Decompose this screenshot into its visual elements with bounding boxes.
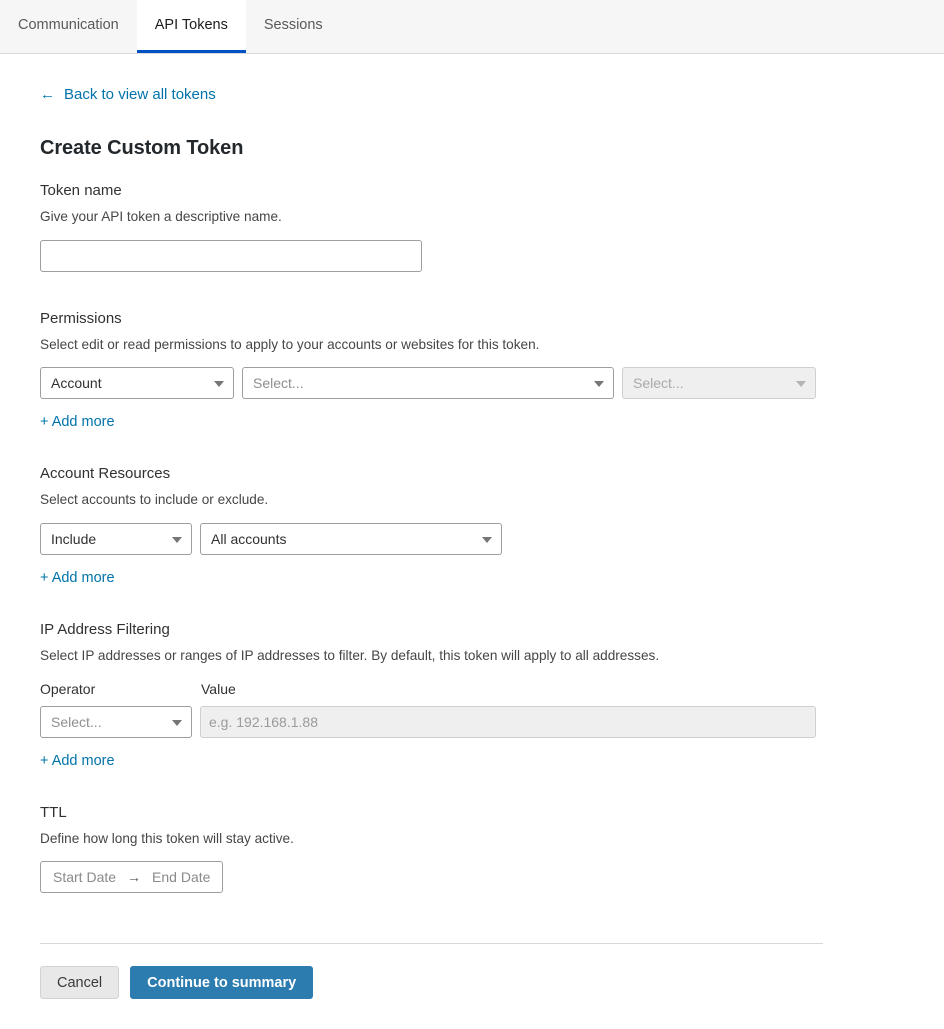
ip-filtering-label: IP Address Filtering xyxy=(40,621,170,639)
operator-label: Operator xyxy=(40,680,96,697)
ip-filtering-column-labels xyxy=(40,681,904,697)
back-to-tokens-link[interactable] xyxy=(40,86,216,103)
account-resources-row xyxy=(40,523,904,555)
chevron-down-icon xyxy=(172,537,182,543)
permissions-description: Select edit or read permissions to apply to your accounts or websites for this token. xyxy=(40,336,540,352)
ip-filtering-description: Select IP addresses or ranges of IP addresses to filter. By default, this token will apply to all addresses. xyxy=(40,648,660,664)
tab-sessions[interactable] xyxy=(246,0,341,53)
token-name-label: Token name xyxy=(40,182,122,199)
ip-filtering-section xyxy=(40,621,904,770)
permission-resource-select[interactable] xyxy=(242,367,614,399)
token-name-description: Give your API token a descriptive name. xyxy=(40,209,282,224)
value-label: Value xyxy=(201,680,236,697)
account-resources-section xyxy=(40,465,904,587)
cancel-button[interactable]: Cancel xyxy=(40,966,119,999)
footer-divider xyxy=(40,943,823,944)
page-title: Create Custom Token xyxy=(40,137,244,159)
tab-label: API Tokens xyxy=(154,17,228,33)
tab-communication[interactable] xyxy=(0,0,137,53)
footer-actions xyxy=(40,966,904,1029)
account-resources-add-more-button[interactable] xyxy=(40,570,115,586)
create-token-page xyxy=(0,54,944,1029)
ttl-section xyxy=(40,804,904,894)
ip-filtering-add-more-button[interactable] xyxy=(40,753,115,769)
permissions-label: Permissions xyxy=(40,309,122,327)
tab-label: Sessions xyxy=(263,17,323,33)
token-name-input[interactable] xyxy=(40,240,422,272)
add-more-label: + Add more xyxy=(40,752,115,769)
permission-scope-value: Account xyxy=(51,375,102,392)
account-resource-account-select[interactable] xyxy=(200,523,502,555)
ip-operator-select[interactable] xyxy=(40,706,192,738)
permission-level-select xyxy=(622,367,816,399)
chevron-down-icon xyxy=(214,381,224,387)
account-resources-description: Select accounts to include or exclude. xyxy=(40,492,269,508)
chevron-down-icon xyxy=(482,537,492,543)
ip-filtering-row xyxy=(40,706,904,738)
permissions-section xyxy=(40,310,904,432)
token-name-section xyxy=(40,182,904,272)
permissions-row xyxy=(40,367,904,399)
account-resource-mode-select[interactable] xyxy=(40,523,192,555)
arrow-right-icon: → xyxy=(127,869,142,886)
tab-label: Communication xyxy=(18,17,119,33)
permission-scope-select[interactable] xyxy=(40,367,234,399)
account-resources-label: Account Resources xyxy=(40,465,171,483)
permissions-add-more-button[interactable] xyxy=(40,414,115,430)
arrow-left-icon: ← xyxy=(40,86,55,103)
chevron-down-icon xyxy=(172,720,182,726)
ttl-end-date[interactable]: End Date xyxy=(152,869,211,886)
ttl-start-date[interactable]: Start Date xyxy=(53,869,117,886)
ip-value-input[interactable] xyxy=(200,706,816,738)
add-more-label: + Add more xyxy=(40,570,115,587)
back-link-label: Back to view all tokens xyxy=(64,86,216,103)
permission-level-value: Select... xyxy=(633,375,684,392)
ttl-date-range-picker[interactable] xyxy=(40,861,223,893)
chevron-down-icon xyxy=(594,381,604,387)
ip-operator-value: Select... xyxy=(51,713,102,730)
tab-api-tokens[interactable] xyxy=(137,0,246,53)
permission-resource-value: Select... xyxy=(253,375,304,392)
continue-to-summary-button[interactable]: Continue to summary xyxy=(130,966,313,999)
ttl-label: TTL xyxy=(40,803,67,821)
add-more-label: + Add more xyxy=(40,414,115,431)
account-resource-account-value: All accounts xyxy=(211,531,287,548)
ttl-description: Define how long this token will stay active. xyxy=(40,830,294,846)
tab-bar xyxy=(0,0,944,54)
chevron-down-icon xyxy=(796,381,806,387)
account-resource-mode-value: Include xyxy=(51,531,97,548)
